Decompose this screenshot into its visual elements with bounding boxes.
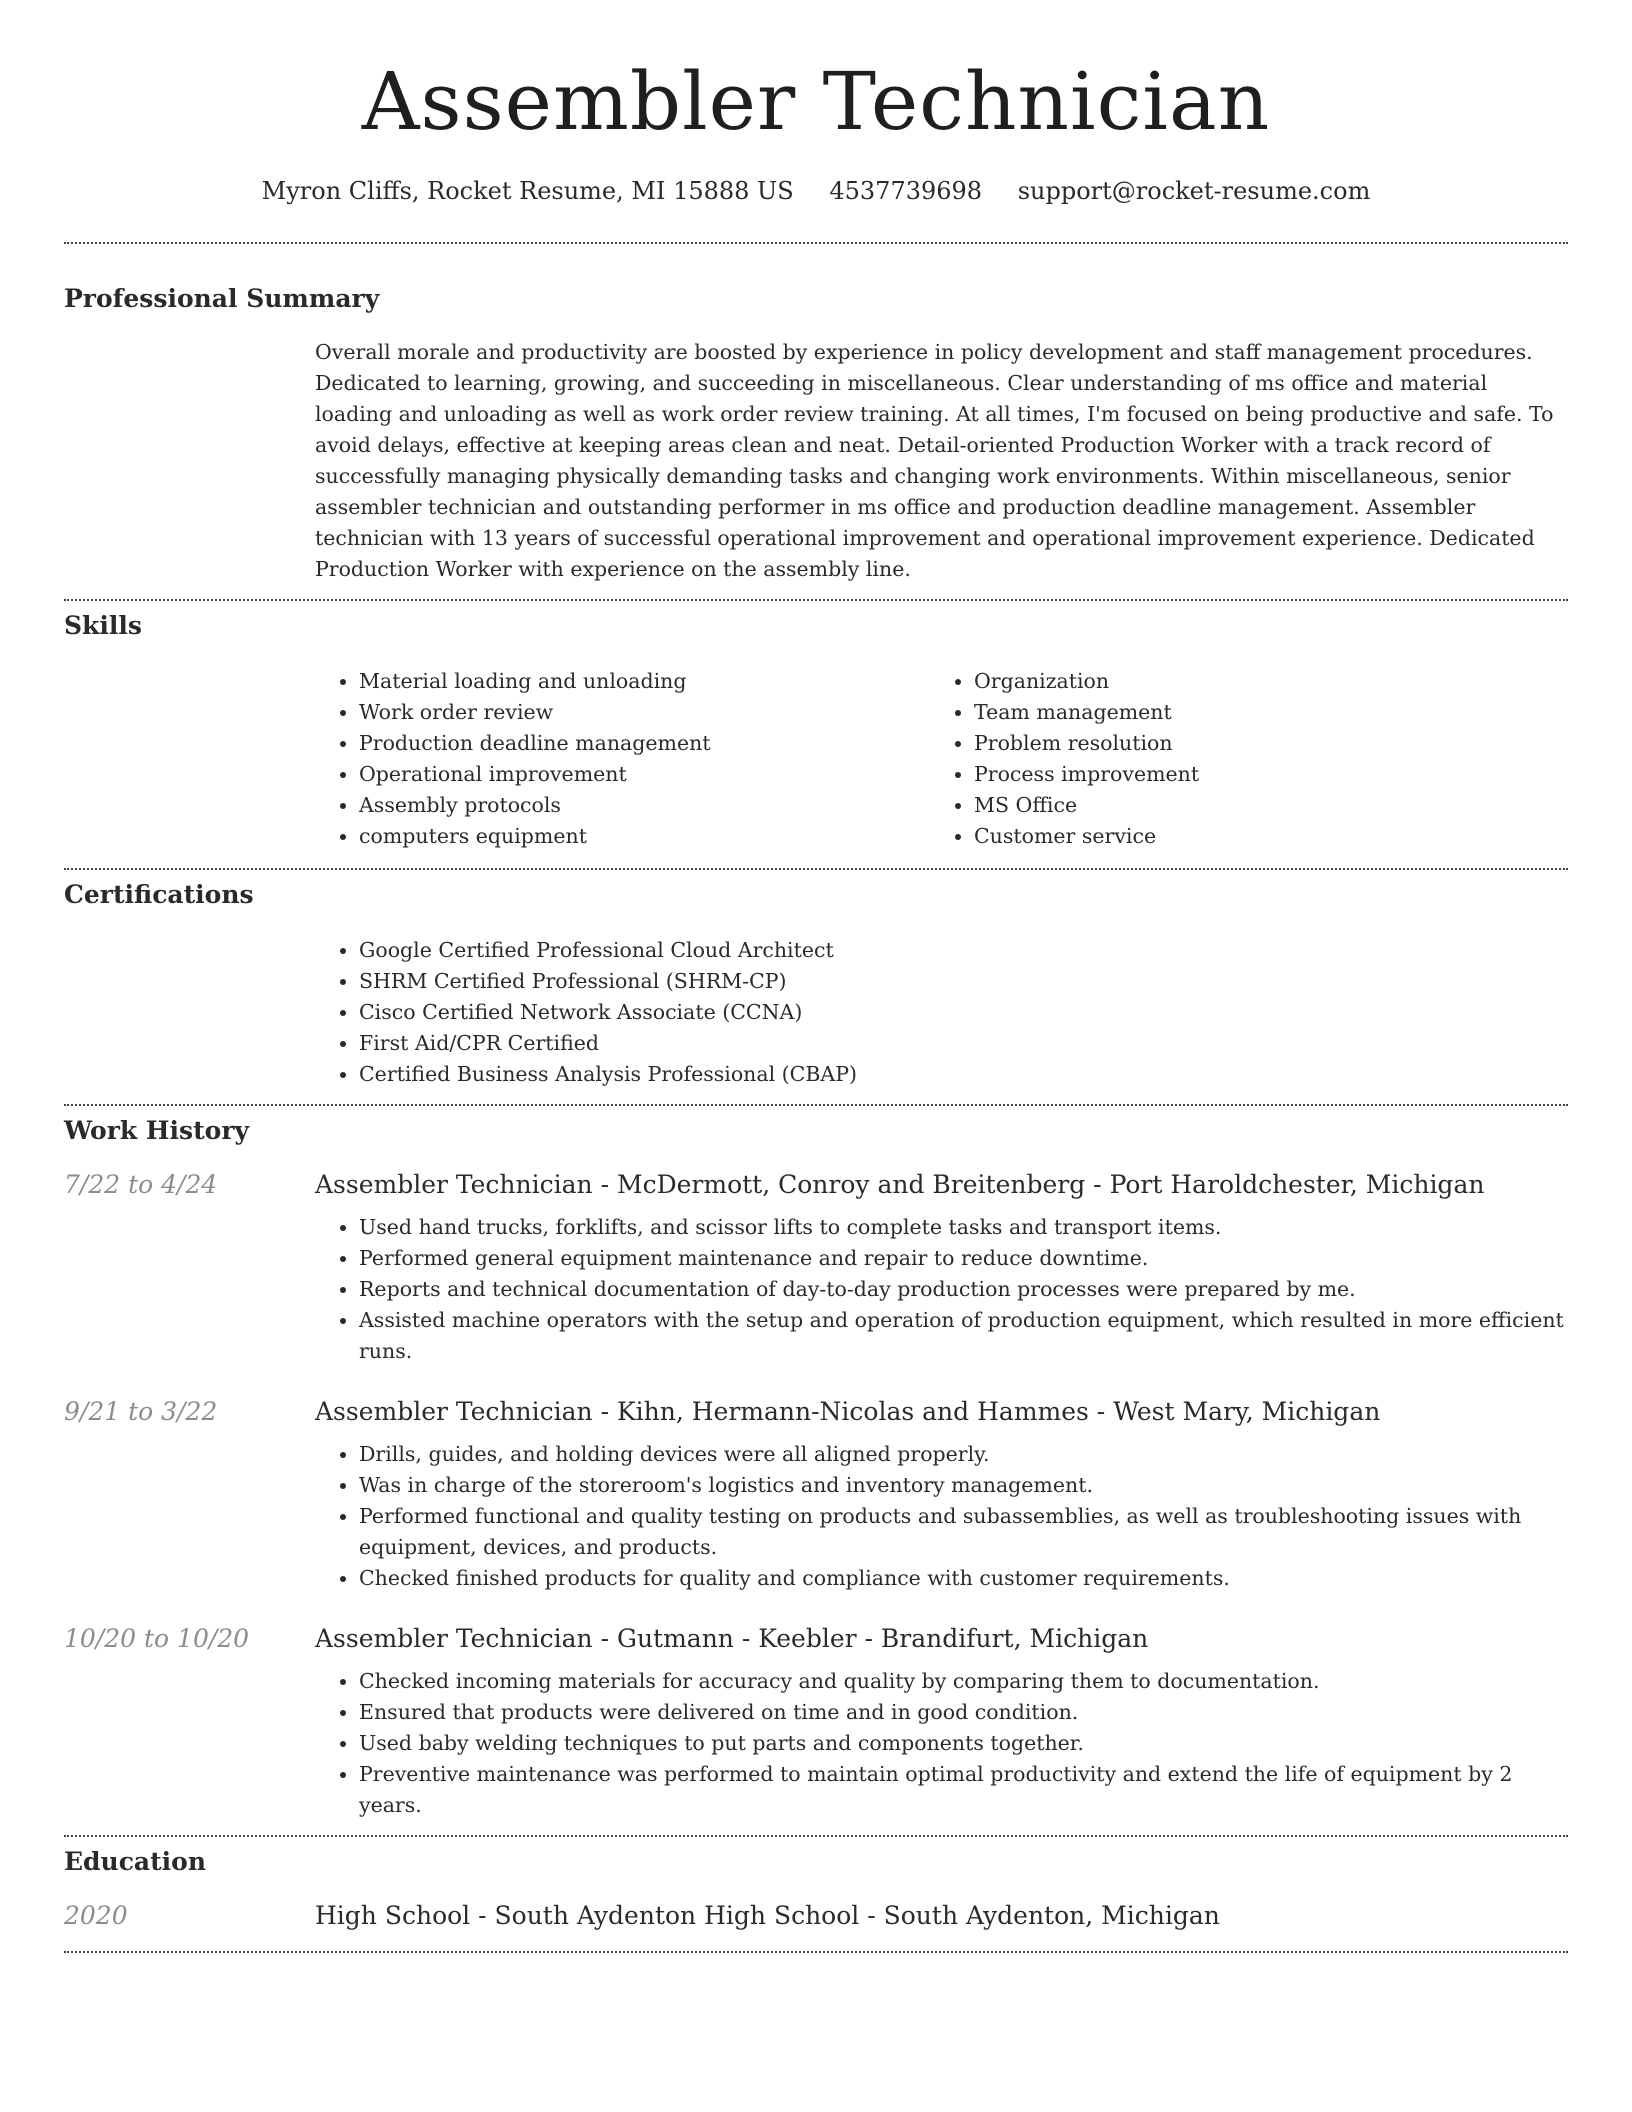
job-bullet: • Reports and technical documentation of day-to-day production processes were prepared by me. xyxy=(359,1274,1568,1305)
certification-item: • SHRM Certified Professional (SHRM-CP) xyxy=(359,966,1568,997)
certifications-heading: Certifications xyxy=(64,880,254,909)
job-title: Assembler Technician - McDermott, Conroy and Breitenberg - Port Haroldchester, Michigan xyxy=(315,1170,1485,1199)
job-bullet: • Checked incoming materials for accuracy and quality by comparing them to documentation. xyxy=(359,1666,1568,1697)
job-dates: 7/22 to 4/24 xyxy=(64,1170,218,1199)
job-dates: 10/20 to 10/20 xyxy=(64,1624,250,1653)
resume-header xyxy=(64,0,1568,206)
job-bullet: • Was in charge of the storeroom's logistics and inventory management. xyxy=(359,1470,1568,1501)
summary-heading: Professional Summary xyxy=(64,284,380,313)
skills-column-left xyxy=(315,666,930,852)
skill-item: • Material loading and unloading xyxy=(359,666,930,697)
job-dates: 9/21 to 3/22 xyxy=(64,1397,218,1426)
skill-item: • Customer service xyxy=(974,821,1545,852)
certification-item: • Certified Business Analysis Professional (CBAP) xyxy=(359,1059,1568,1090)
job-title: Assembler Technician - Gutmann - Keebler - Brandifurt, Michigan xyxy=(315,1624,1149,1653)
summary-content xyxy=(315,337,1568,585)
work-history-section xyxy=(64,1106,1568,1821)
summary-text: Overall morale and productivity are boosted by experience in policy development and staff management procedures. Dedicated to learning, growing, and succeeding in miscellaneous. Clear understanding of ms office and material loading and unloading as well as work order review training. At all times, I'm focused on being productive and safe. To avoid delays, effective at keeping areas clean and neat. Detail-oriented Production Worker with a track record of successfully managing physically demanding tasks and changing work environments. Within miscellaneous, senior assembler technician and outstanding performer in ms office and production deadline management. Assembler technician with 13 years of successful operational improvement and operational improvement experience. Dedicated Production Worker with experience on the assembly line. xyxy=(315,340,1554,581)
job-bullet: • Checked finished products for quality and compliance with customer requirements. xyxy=(359,1563,1568,1594)
job-bullet: • Performed functional and quality testing on products and subassemblies, as well as troubleshooting issues with equipment, devices, and products. xyxy=(359,1501,1568,1563)
contact-address: Myron Cliffs, Rocket Resume, MI 15888 US xyxy=(261,177,794,205)
job-bullet: • Performed general equipment maintenance and repair to reduce downtime. xyxy=(359,1243,1568,1274)
resume-page xyxy=(64,0,1568,1953)
job-entry xyxy=(64,1395,1568,1594)
skill-item: • MS Office xyxy=(974,790,1545,821)
skills-list xyxy=(315,666,1568,852)
work-history-heading: Work History xyxy=(64,1116,250,1145)
education-section xyxy=(64,1837,1568,1933)
contact-email: support@rocket-resume.com xyxy=(1017,177,1371,205)
certifications-list xyxy=(315,935,1568,1090)
education-heading: Education xyxy=(64,1847,207,1876)
education-title: High School - South Aydenton High School - South Aydenton, Michigan xyxy=(315,1901,1220,1930)
contact-line xyxy=(64,176,1568,206)
job-entry xyxy=(64,1168,1568,1367)
job-bullet: • Ensured that products were delivered on time and in good condition. xyxy=(359,1697,1568,1728)
skill-item: • Production deadline management xyxy=(359,728,930,759)
skill-item: • Team management xyxy=(974,697,1545,728)
skill-item: • Assembly protocols xyxy=(359,790,930,821)
certification-item: • Cisco Certified Network Associate (CCNA) xyxy=(359,997,1568,1028)
job-bullet: • Assisted machine operators with the setup and operation of production equipment, which resulted in more efficient runs. xyxy=(359,1305,1568,1367)
job-bullet: • Drills, guides, and holding devices were all aligned properly. xyxy=(359,1439,1568,1470)
job-bullet: • Preventive maintenance was performed to maintain optimal productivity and extend the life of equipment by 2 years. xyxy=(359,1759,1568,1821)
skills-section xyxy=(64,601,1568,852)
skill-item: • Process improvement xyxy=(974,759,1545,790)
job-bullet: • Used hand trucks, forklifts, and scissor lifts to complete tasks and transport items. xyxy=(359,1212,1568,1243)
certifications-section xyxy=(64,870,1568,1090)
skill-item: • Problem resolution xyxy=(974,728,1545,759)
job-title: Assembler Technician - Kihn, Hermann-Nicolas and Hammes - West Mary, Michigan xyxy=(315,1397,1381,1426)
skills-heading: Skills xyxy=(64,611,142,640)
skill-item: • Operational improvement xyxy=(359,759,930,790)
summary-section xyxy=(64,244,1568,585)
certification-item: • First Aid/CPR Certified xyxy=(359,1028,1568,1059)
candidate-name: Assembler Technician xyxy=(361,55,1271,148)
skill-item: • computers equipment xyxy=(359,821,930,852)
job-entry xyxy=(64,1622,1568,1821)
divider xyxy=(64,1951,1568,1953)
contact-phone: 4537739698 xyxy=(829,177,983,205)
job-bullet: • Used baby welding techniques to put parts and components together. xyxy=(359,1728,1568,1759)
certification-item: • Google Certified Professional Cloud Architect xyxy=(359,935,1568,966)
skill-item: • Organization xyxy=(974,666,1545,697)
education-year: 2020 xyxy=(64,1901,128,1930)
skills-column-right xyxy=(930,666,1545,852)
education-entry xyxy=(64,1899,1568,1933)
skill-item: • Work order review xyxy=(359,697,930,728)
